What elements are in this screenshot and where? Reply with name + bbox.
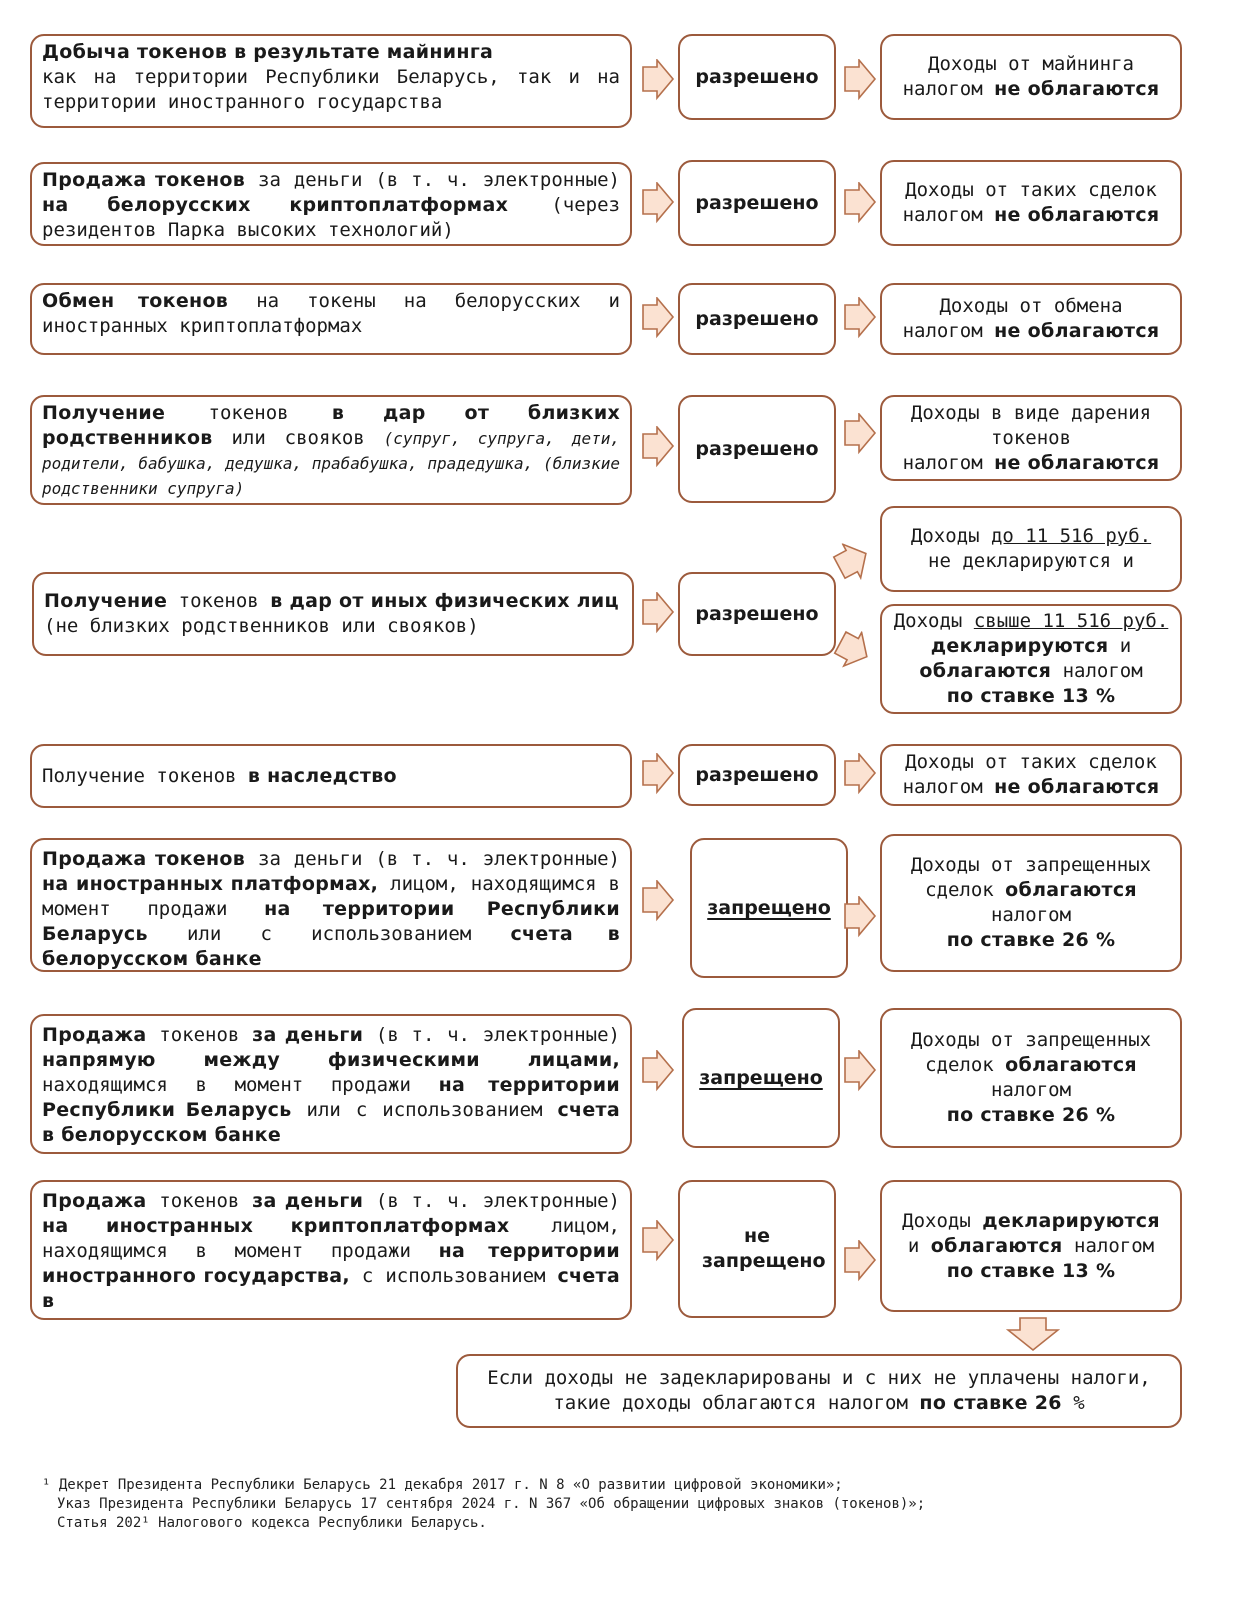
result-bold: не облагаются (994, 776, 1160, 798)
result-bold: облагаются (1005, 1054, 1137, 1076)
result-gift-below-threshold (880, 506, 1182, 592)
status-label: разрешено (695, 437, 819, 460)
condition-text: лицом, находящимся в момент продажи (42, 1215, 620, 1262)
arrow-right-icon (843, 59, 879, 101)
status-label: разрешено (695, 65, 819, 88)
arrow-right-icon (641, 1050, 677, 1092)
result-exchange (880, 283, 1182, 355)
status-permitted (678, 572, 836, 656)
arrow-down-icon (1006, 1316, 1060, 1352)
result-forbidden-26 (880, 1008, 1182, 1148)
result-text: налогом (990, 1079, 1072, 1101)
result-mining (880, 34, 1182, 120)
arrow-right-icon (843, 753, 879, 795)
condition-bold: Добыча токенов в результате майнинга (42, 41, 494, 63)
result-bold: не облагаются (994, 451, 1160, 474)
condition-text: (в т. ч. электронные) (375, 1190, 620, 1212)
arrow-right-icon (843, 182, 879, 224)
arrow-right-icon (641, 182, 677, 224)
condition-bold: на территории Республики Беларусь (42, 1074, 620, 1121)
condition-text: (через резидентов Парка высоких технологий) (42, 194, 620, 241)
condition-text: лицом, находящимся в момент продажи (42, 873, 620, 920)
status-label: не запрещено (702, 1225, 826, 1272)
condition-text: как на территории Республики Беларусь, так и на территории иностранного государства (42, 66, 620, 113)
condition-text: или с использованием (186, 923, 472, 945)
result-text: и (1119, 635, 1132, 657)
condition-text: токенов (178, 590, 259, 612)
footnote-line: Указ Президента Республики Беларусь 17 сентября 2024 г. N 367 «Об обращении цифровых знаков (токенов)»; (57, 1496, 926, 1512)
status-label: разрешено (695, 763, 819, 786)
condition-bold: Продажа токенов (42, 848, 246, 870)
condition-text: находящимся в момент продажи (42, 1074, 411, 1096)
arrow-down-right-icon (828, 624, 883, 680)
result-gift-relatives (880, 395, 1182, 481)
arrow-right-icon (641, 297, 677, 339)
status-permitted (678, 744, 836, 806)
result-forbidden-26 (880, 834, 1182, 972)
result-text: Доходы (893, 610, 963, 632)
result-text: налогом (902, 451, 983, 474)
arrow-right-icon (843, 413, 879, 455)
note-percent: % (1073, 1392, 1085, 1414)
condition-text: за деньги (в т. ч. электронные) (258, 848, 620, 870)
result-bold: облагаются (930, 1234, 1063, 1257)
tax-rate: по ставке 26 % (946, 1104, 1116, 1126)
result-text: налогом (902, 776, 983, 798)
condition-bold: Продажа (42, 1190, 147, 1212)
tax-rate: по ставке 26 % (946, 929, 1116, 951)
result-text: Доходы (902, 1209, 971, 1232)
result-text: и (907, 1234, 920, 1257)
result-text: Доходы в виде дарения токенов (910, 401, 1152, 449)
status-not-forbidden (678, 1180, 836, 1318)
condition-bold: на территории Республики Беларусь (42, 898, 620, 945)
condition-bold: Продажа (42, 1024, 147, 1046)
result-bold: не облагаются (994, 320, 1160, 342)
condition-text: или свояков (231, 427, 365, 449)
result-text: Доходы от запрещенных сделок (910, 1029, 1152, 1076)
note-text: Если доходы не задекларированы и с них не уплачены налоги, такие доходы облагаются налогом (487, 1367, 1151, 1414)
arrow-right-icon (843, 896, 879, 938)
arrow-up-right-icon (828, 532, 883, 588)
condition-bold: в дар от близких родственников (42, 402, 620, 449)
condition-bold: счета в белорусском банке (42, 1099, 620, 1146)
condition-bold: Продажа токенов (42, 169, 246, 191)
result-bold: облагаются (1005, 879, 1137, 901)
undeclared-income-note (456, 1354, 1182, 1428)
tax-rate: по ставке 13 % (946, 1259, 1116, 1282)
result-bold: декларируются (930, 635, 1109, 657)
status-label: запрещено (707, 896, 831, 919)
condition-text: токенов (208, 402, 289, 424)
condition-sale-foreign-platforms-in-belarus (30, 838, 632, 972)
condition-inheritance (30, 744, 632, 808)
condition-exchange (30, 283, 632, 355)
footnote (42, 1476, 1202, 1533)
result-inheritance (880, 744, 1182, 806)
status-label: разрешено (695, 602, 819, 625)
condition-text: с использованием (361, 1265, 546, 1287)
result-text: налогом (1074, 1234, 1155, 1257)
result-sale-belarus (880, 160, 1182, 246)
status-label: разрешено (695, 307, 819, 330)
condition-text: (не близких родственников или свояков) (44, 615, 479, 637)
result-declared-13 (880, 1180, 1182, 1312)
result-text: Доходы (910, 525, 980, 547)
status-permitted (678, 34, 836, 120)
condition-text: за деньги (в т. ч. электронные) (258, 169, 620, 191)
result-bold: декларируются (982, 1209, 1160, 1232)
arrow-right-icon (843, 1050, 879, 1092)
arrow-right-icon (843, 1240, 879, 1282)
condition-text: токенов (159, 1024, 240, 1046)
condition-sale-direct-p2p (30, 1014, 632, 1154)
condition-bold: на белорусских криптоплатформах (42, 194, 509, 216)
result-gift-above-threshold (880, 604, 1182, 714)
condition-relatives-list: (супруг, супруга, дети, родители, бабушка, дедушка, прабабушка, прадедушка, (близкие родственники супруга) (42, 429, 620, 498)
result-bold: облагаются (919, 660, 1052, 682)
arrow-right-icon (641, 592, 677, 634)
footnote-line: Статья 202¹ Налогового кодекса Республики Беларусь. (57, 1515, 487, 1531)
condition-text: (в т. ч. электронные) (375, 1024, 620, 1046)
result-text: Доходы от таких сделок (905, 179, 1157, 201)
result-text: налогом (902, 320, 983, 342)
condition-gift-others (32, 572, 634, 656)
condition-bold: Получение (44, 590, 168, 612)
status-forbidden (690, 838, 848, 978)
condition-bold: в наследство (247, 764, 397, 787)
condition-bold: на иностранных платформах, (42, 873, 379, 895)
condition-text: токенов (159, 1190, 240, 1212)
condition-bold: за деньги (252, 1190, 364, 1212)
result-text: не декларируются и (928, 550, 1134, 572)
arrow-right-icon (641, 1220, 677, 1262)
result-text: Доходы от таких сделок (905, 751, 1157, 773)
result-text: налогом (1062, 660, 1143, 682)
condition-text: на токены на белорусских и иностранных криптоплатформах (42, 290, 620, 337)
status-permitted (678, 283, 836, 355)
arrow-right-icon (641, 753, 677, 795)
condition-gift-relatives (30, 395, 632, 505)
threshold-amount: до 11 516 руб. (990, 525, 1152, 547)
status-label: запрещено (699, 1066, 823, 1089)
tax-rate: по ставке 13 % (946, 685, 1116, 707)
result-text: Доходы от обмена (939, 295, 1123, 317)
result-bold: не облагаются (994, 204, 1160, 226)
condition-bold: на территории иностранного государства, (42, 1240, 620, 1287)
footnote-line: ¹ Декрет Президента Республики Беларусь 21 декабря 2017 г. N 8 «О развитии цифровой экономики»; (42, 1477, 843, 1493)
condition-sale-belarus-platforms (30, 162, 632, 246)
condition-mining (30, 34, 632, 128)
condition-bold: Обмен токенов (42, 290, 229, 312)
status-permitted (678, 160, 836, 246)
status-permitted (678, 395, 836, 503)
result-text: налогом (902, 204, 983, 226)
status-label: разрешено (695, 191, 819, 214)
result-text: Доходы от запрещенных сделок (910, 854, 1152, 901)
condition-bold: в дар от иных физических лиц (270, 590, 619, 612)
condition-bold: напрямую между физическими лицами, (42, 1049, 620, 1071)
condition-bold: счета в белорусском банке (42, 923, 621, 970)
arrow-right-icon (641, 880, 677, 922)
result-text: Доходы от майнинга (928, 53, 1134, 75)
condition-bold: Получение (42, 402, 166, 424)
condition-text: или с использованием (306, 1099, 543, 1121)
condition-text: Получение токенов (42, 764, 237, 787)
status-forbidden (682, 1008, 840, 1148)
arrow-right-icon (641, 59, 677, 101)
result-text: налогом (990, 904, 1072, 926)
result-text: налогом (902, 78, 983, 100)
threshold-amount: свыше 11 516 руб. (973, 610, 1169, 632)
condition-bold: на иностранных криптоплатформах (42, 1215, 510, 1237)
condition-bold: за деньги (252, 1024, 364, 1046)
condition-bold: счета в (42, 1265, 620, 1312)
condition-sale-foreign-from-abroad (30, 1180, 632, 1320)
result-bold: не облагаются (994, 78, 1160, 100)
arrow-right-icon (843, 297, 879, 339)
tax-rate: по ставке 26 (919, 1392, 1062, 1414)
arrow-right-icon (641, 426, 677, 468)
